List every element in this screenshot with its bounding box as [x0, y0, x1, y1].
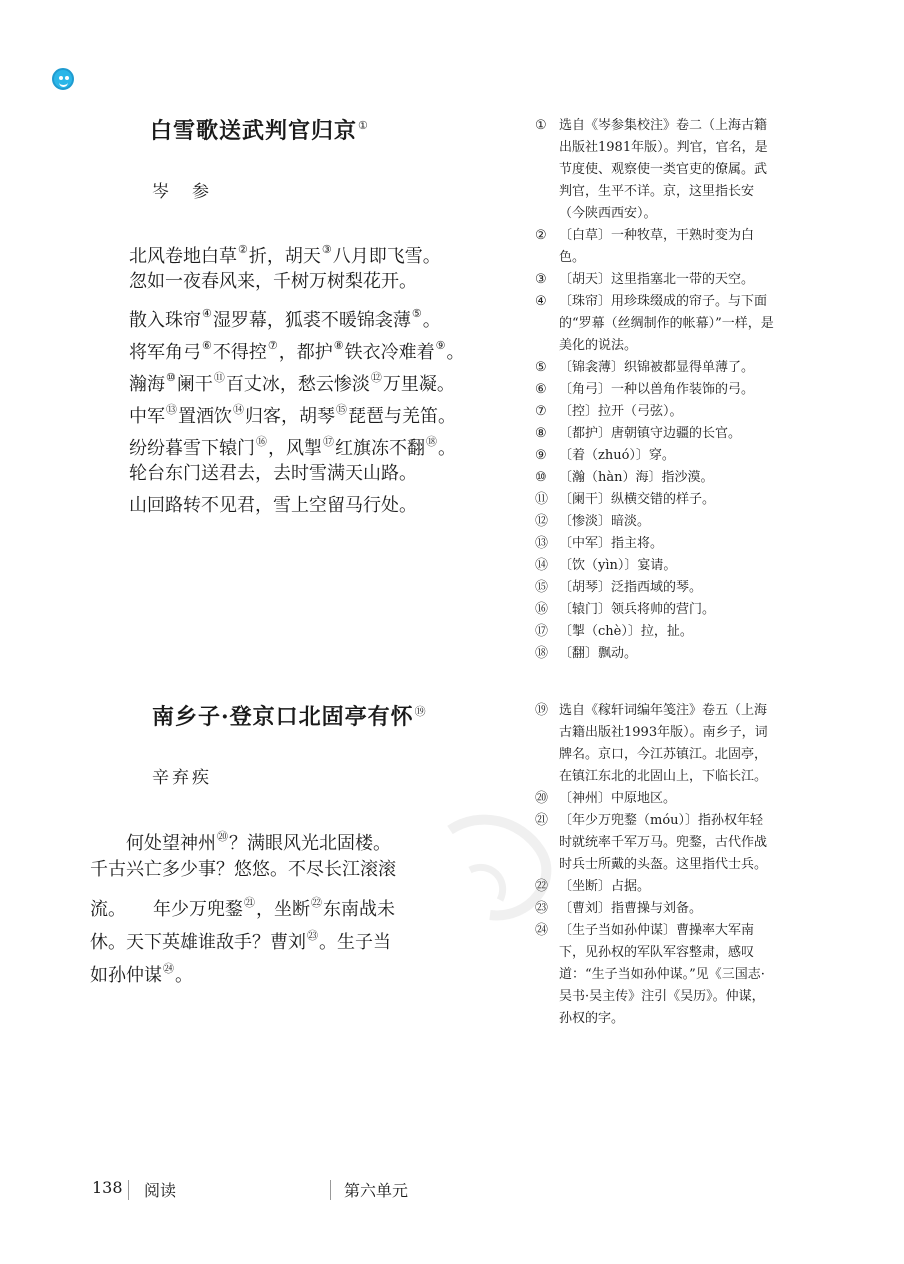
footnote-text: 〔胡天〕这里指塞北一带的天空。 [559, 272, 755, 287]
footnote-text: 〔都护〕唐朝镇守边疆的长官。 [559, 426, 742, 441]
note-marker: ⑥ [202, 339, 212, 352]
line-text: 湿罗幕，狐裘不暖锦衾薄 [212, 310, 411, 331]
line-text: 千古兴亡多少事？悠悠。不尽长江滚滚 [90, 859, 396, 880]
line-text: 瀚海 [129, 374, 165, 395]
footnote [535, 489, 775, 511]
footnote-number: ㉔ [535, 923, 549, 938]
note-marker: ⑩ [166, 371, 176, 384]
note-marker: ⑳ [217, 830, 228, 843]
line-text: 将军角弓 [129, 342, 201, 363]
page-number: 138 [92, 1178, 123, 1197]
line-text: ，都护 [278, 342, 333, 363]
footnote [535, 115, 775, 225]
note-marker: ⑰ [323, 435, 334, 448]
smiley-logo-icon [52, 68, 74, 90]
poem-line [129, 330, 499, 362]
footnote-text: 〔着（zhuó）〕穿。 [559, 448, 675, 463]
footnote-number: ㉑ [535, 813, 549, 828]
footnote [535, 700, 775, 788]
line-text: ，坐断 [256, 899, 310, 920]
line-text: 纷纷暮雪下辕门 [129, 438, 255, 459]
poem-line [129, 298, 499, 330]
footer-unit: 第六单元 [344, 1181, 409, 1200]
footnote-number: ⑲ [535, 703, 549, 718]
footnote [535, 577, 775, 599]
watermark-brush-icon [430, 800, 570, 940]
footnote [535, 643, 775, 665]
footnote-text: 〔掣（chè）〕拉，扯。 [559, 624, 693, 639]
line-text: 山回路转不见君，雪上空留马行处。 [129, 495, 417, 516]
footnote [535, 467, 775, 489]
poem-line [129, 362, 499, 394]
note-marker: ⑪ [213, 371, 225, 384]
line-text: ？满眼风光北固楼。 [229, 833, 391, 854]
note-marker: ⑱ [426, 435, 437, 448]
footnote-text: 〔辕门〕领兵将帅的营门。 [559, 602, 716, 617]
poem-line [90, 886, 450, 919]
line-text: 如孙仲谋 [90, 965, 162, 986]
footnote-number: ⑦ [535, 404, 547, 419]
footnote-text: 〔神州〕中原地区。 [559, 791, 677, 806]
poem-line [90, 853, 450, 886]
line-text: 。生子当 [319, 932, 391, 953]
footnote-number: ⑳ [535, 791, 549, 806]
footnote [535, 291, 775, 357]
line-text: 百丈冰，愁云惨淡 [225, 374, 370, 395]
line-text: 忽如一夜春风来，千树万树梨花开。 [129, 271, 417, 292]
footnote-text: 〔珠帘〕用珍珠缀成的帘子。与下面的“罗幕（丝绸制作的帐幕）”一样，是美化的说法。 [559, 294, 774, 353]
footnote-text: 〔中军〕指主将。 [559, 536, 664, 551]
footnote [535, 533, 775, 555]
poem1-title: 白雪歌送武判官归京① [150, 118, 369, 144]
footnote-number: ③ [535, 272, 547, 287]
footnote-text: 〔锦衾薄〕织锦被都显得单薄了。 [559, 360, 755, 375]
line-text: 铁衣冷难着 [344, 342, 435, 363]
footnote [535, 379, 775, 401]
line-text: 。 [438, 438, 456, 459]
poem-line [129, 458, 499, 490]
note-marker: ② [238, 243, 248, 256]
footnote [535, 810, 775, 876]
line-text: 归客，胡琴 [245, 406, 335, 427]
poem1-notes [535, 115, 775, 665]
poem-line [129, 394, 499, 426]
footnote [535, 357, 775, 379]
footnote-number: ⑭ [535, 558, 549, 573]
note-marker: ⑯ [256, 435, 267, 448]
poem-line [129, 490, 499, 522]
footnote-number: ⑤ [535, 360, 547, 375]
footnote-text: 〔曹刘〕指曹操与刘备。 [559, 901, 703, 916]
note-marker: ③ [321, 243, 332, 256]
poem1-author: 岑 参 [152, 182, 212, 202]
footnote-number: ⑥ [535, 382, 547, 397]
footnote-number: ⑮ [535, 580, 549, 595]
footnote [535, 225, 775, 269]
poem-line [90, 919, 450, 952]
note-marker: ㉒ [311, 896, 322, 909]
footnote [535, 511, 775, 533]
poem-line [90, 820, 450, 853]
line-text: 北风卷地白草 [129, 246, 237, 267]
line-text: 折，胡天 [248, 246, 321, 267]
footnote-number: ⑫ [535, 514, 549, 529]
line-text: 休。天下英雄谁敌手？曹刘 [90, 932, 306, 953]
footnote-number: ② [535, 228, 547, 243]
footnote [535, 621, 775, 643]
footnote [535, 788, 775, 810]
poem-line [129, 426, 499, 458]
line-text: 八月即飞雪。 [332, 246, 441, 267]
line-text: 万里凝。 [382, 374, 455, 395]
footnote-text: 〔瀚（hàn）海〕指沙漠。 [559, 470, 714, 485]
poem2-title: 南乡子·登京口北固亭有怀⑲ [152, 704, 427, 730]
footnote [535, 599, 775, 621]
footnote [535, 920, 775, 1030]
footnote-number: ⑬ [535, 536, 549, 551]
footnote [535, 401, 775, 423]
footnote-number: ⑪ [535, 492, 549, 507]
poem-line [90, 952, 450, 985]
footnote [535, 423, 775, 445]
note-marker: ㉓ [307, 929, 318, 942]
footnote-number: ⑩ [535, 470, 547, 485]
footnote-number: ⑱ [535, 646, 549, 661]
footnote-text: 〔生子当如孙仲谋〕曹操率大军南下，见孙权的军队军容整肃，感叹道：“生子当如孙仲谋。”见《三国志·吴书·吴主传》注引《吴历》。仲谋，孙权的字。 [559, 923, 765, 1026]
note-marker: ⑤ [411, 307, 422, 320]
line-text: 。 [446, 342, 465, 363]
line-text: 东南战未 [323, 899, 395, 920]
footnote-number: ㉓ [535, 901, 549, 916]
line-text: 中军 [129, 406, 165, 427]
footnote-text: 〔角弓〕一种以兽角作装饰的弓。 [559, 382, 755, 397]
footnote-text: 〔惨淡〕暗淡。 [559, 514, 651, 529]
footnote [535, 555, 775, 577]
footnote-text: 〔白草〕一种牧草，干熟时变为白色。 [559, 228, 755, 265]
note-marker: ㉑ [244, 896, 255, 909]
note-marker: ⑨ [435, 339, 446, 352]
footnote-text: 〔翻〕飘动。 [559, 646, 638, 661]
footnote [535, 269, 775, 291]
line-text: 置酒饮 [178, 406, 232, 427]
line-text: 不得控 [212, 342, 267, 363]
footnote-text: 〔年少万兜鍪（móu）〕指孙权年轻时就统率千军万马。兜鍪，古代作战时兵士所戴的头盔。这里指代士兵。 [559, 813, 768, 872]
note-marker: ④ [202, 307, 212, 320]
footnote [535, 898, 775, 920]
note-marker: ⑦ [267, 339, 278, 352]
note-marker: ⑧ [333, 339, 344, 352]
footnote-number: ⑨ [535, 448, 547, 463]
line-text: 阑干 [176, 374, 213, 395]
poem-line [129, 266, 499, 298]
line-text: ，风掣 [268, 438, 322, 459]
line-text: 。 [175, 965, 193, 986]
line-text: 琵琶与羌笛。 [348, 406, 456, 427]
footnote [535, 445, 775, 467]
note-marker: ⑮ [336, 403, 347, 416]
poem2-title-note: ⑲ [414, 705, 427, 718]
note-marker: ⑫ [370, 371, 382, 384]
footnote-number: ⑯ [535, 602, 549, 617]
line-text: 流。 年少万兜鍪 [90, 899, 243, 920]
line-text: 散入珠帘 [129, 310, 201, 331]
line-text: 。 [422, 310, 441, 331]
poem2-author: 辛弃疾 [152, 768, 212, 788]
note-marker: ⑬ [166, 403, 177, 416]
footnote-text: 〔控〕拉开（弓弦）。 [559, 404, 683, 419]
footer-divider [128, 1180, 129, 1200]
footnote-number: ㉒ [535, 879, 549, 894]
note-marker: ㉔ [163, 962, 174, 975]
footnote-text: 〔坐断〕占据。 [559, 879, 651, 894]
footnote-text: 〔饮（yìn）〕宴请。 [559, 558, 677, 573]
poem1-title-note: ① [358, 119, 369, 132]
footer-section: 阅读 [144, 1181, 177, 1200]
footnote [535, 876, 775, 898]
poem-line [129, 234, 499, 266]
footnote-text: 〔胡琴〕泛指西域的琴。 [559, 580, 703, 595]
footnote-text: 〔阑干〕纵横交错的样子。 [559, 492, 716, 507]
poem2-body [90, 820, 450, 985]
note-marker: ⑭ [233, 403, 244, 416]
poem1-body [129, 234, 499, 522]
footnote-text: 选自《稼轩词编年笺注》卷五（上海古籍出版社1993年版）。南乡子，词牌名。京口，今江苏镇江。北固亭，在镇江东北的北固山上，下临长江。 [559, 703, 768, 784]
footnote-number: ④ [535, 294, 547, 309]
poem2-notes [535, 700, 775, 1030]
line-text: 轮台东门送君去，去时雪满天山路。 [129, 463, 417, 484]
footnote-text: 选自《岑参集校注》卷二（上海古籍出版社1981年版）。判官，官名，是节度使、观察使一类官吏的僚属。武判官，生平不详。京，这里指长安（今陕西西安）。 [559, 118, 768, 221]
footnote-number: ⑧ [535, 426, 547, 441]
footer-divider [330, 1180, 331, 1200]
footnote-number: ① [535, 118, 547, 133]
line-text: 何处望神州 [90, 833, 216, 854]
footnote-number: ⑰ [535, 624, 549, 639]
line-text: 红旗冻不翻 [335, 438, 425, 459]
